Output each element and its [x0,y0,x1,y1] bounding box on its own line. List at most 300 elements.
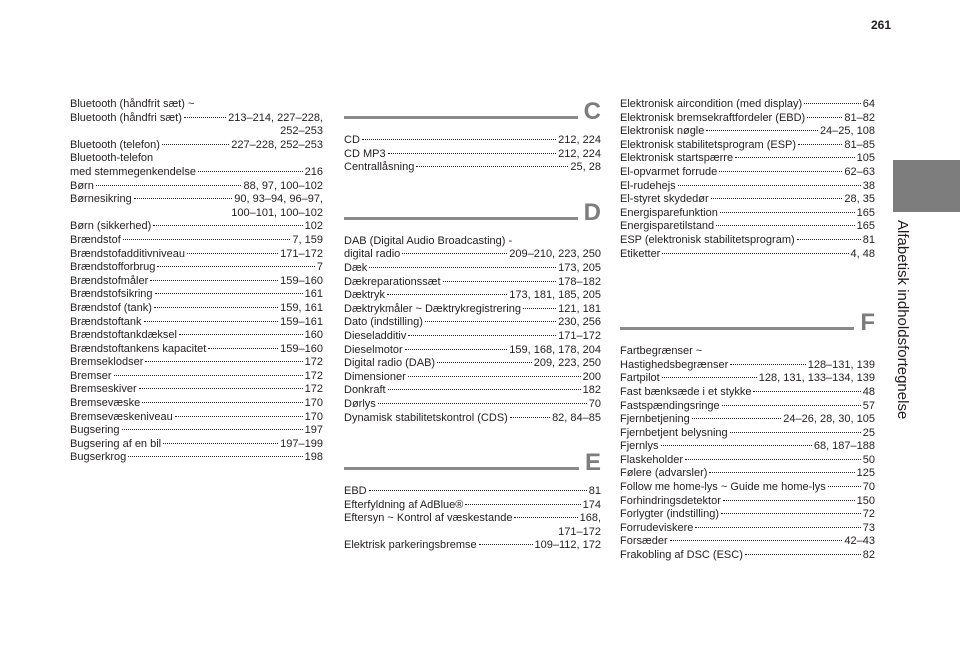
index-column-2 [344,98,601,553]
dot-leader [157,266,314,267]
entry-pages: 109–112, 172 [534,539,601,552]
entry-pages: 102 [304,220,323,233]
dot-leader [142,402,302,403]
entry-pages: 82, 84–85 [552,411,601,424]
index-entry [620,454,875,468]
entry-pages: 7 [316,261,323,274]
entry-term: Følere (advarsler) [620,467,708,480]
index-entry [344,398,601,412]
index-entry [344,485,601,499]
index-entry [70,275,323,289]
dot-leader [369,267,556,268]
index-entry [620,166,875,180]
index-entry [70,356,323,370]
entry-term: Brændstoftank [70,315,142,328]
entry-pages: 159–160 [280,274,323,287]
entry-term: Dieseladditiv [344,329,407,342]
dot-leader [510,417,550,418]
index-entry [344,303,601,317]
index-entry [70,288,323,302]
entry-term: Fast bænksæde i et stykke [620,385,752,398]
entry-pages-continued: 100–101, 100–102 [231,206,323,219]
entry-term: Børn [70,179,94,192]
dot-leader [720,212,855,213]
dot-leader [388,389,581,390]
index-entry [344,499,601,513]
entry-pages: 24–26, 28, 30, 105 [783,413,875,426]
index-entry [620,440,875,454]
entry-pages-continued: 171–172 [558,525,601,538]
index-entry [70,383,323,397]
index-entry [620,413,875,427]
index-entry [620,495,875,509]
entry-pages: 160 [304,329,323,342]
dot-leader [711,198,843,199]
entry-pages: 165 [856,220,875,233]
dot-leader [184,117,226,118]
entry-term: Elektronisk stabilitetsprogram (ESP) [620,138,797,151]
entry-term: Børn (sikkerhed) [70,220,152,233]
entry-pages: 73 [862,521,875,534]
dot-leader [437,362,532,363]
index-entry [70,411,323,425]
entry-pages: 105 [856,152,875,165]
entry-term: Dato (indstilling) [344,316,423,329]
entry-pages: 81 [862,233,875,246]
entry-term: Fjernbetjent belysning [620,426,728,439]
dot-leader [208,348,278,349]
dot-leader [723,500,855,501]
entry-pages: 209, 223, 250 [533,357,601,370]
entry-term: Hastighedsbegrænser [620,358,729,371]
entry-pages: 125 [856,467,875,480]
index-entry [344,384,601,398]
index-entry [70,248,323,262]
entry-pages: 213–214, 227–228, [228,111,323,124]
entry-term: Energisparefunktion [620,206,718,219]
dot-leader [670,540,843,541]
entry-term: Elektronisk nøgle [620,125,705,138]
index-entry [620,152,875,166]
dot-leader [716,225,854,226]
dot-leader [128,456,302,457]
index-entry [344,276,601,290]
index-entry [344,412,601,426]
dot-leader [722,405,861,406]
entry-pages: 25, 28 [570,161,601,174]
entry-pages: 42–43 [844,535,875,548]
index-entry [620,372,875,386]
chapter-title: Alfabetisk indholdsfortegnelse [894,220,911,420]
dot-leader [122,429,303,430]
section-letter: F [860,309,875,337]
dot-leader [402,253,507,254]
entry-term: med stemmegenkendelse [70,165,196,178]
entry-pages: 64 [862,98,875,110]
index-entry [344,512,601,526]
dot-leader [187,253,278,254]
entry-pages: 172 [304,356,323,369]
entry-pages: 81–82 [844,111,875,124]
dot-leader [153,225,302,226]
dot-leader [828,486,861,487]
entry-term: Elektronisk aircondition (med display) [620,98,803,110]
dot-leader [139,388,303,389]
index-column-1 [70,98,323,465]
entry-term: Frakobling af DSC (ESC) [620,549,743,562]
index-entry [70,316,323,330]
entry-term: Efterfyldning af AdBlue® [344,498,464,511]
entry-term: Dækreparationssæt [344,275,441,288]
entry-term: Centrallåsning [344,161,415,174]
entry-pages: 212, 224 [558,134,601,146]
dot-leader [523,308,556,309]
dot-leader [369,490,587,491]
entry-pages: 70 [588,397,601,410]
entry-term: Bugserkrog [70,451,127,464]
entry-pages: 159, 168, 178, 204 [509,343,601,356]
entry-pages: 38 [862,179,875,192]
entry-pages: 68, 187–188 [813,440,875,453]
dot-leader [114,375,303,376]
entry-pages: 197–199 [280,437,323,450]
dot-leader [730,364,805,365]
entry-term: Brændstof [70,233,121,246]
dot-leader [134,198,233,199]
entry-pages: 209–210, 223, 250 [509,248,601,261]
entry-pages: 182 [582,384,601,397]
dot-leader [155,293,303,294]
index-entry-text: Bluetooth (håndfrit sæt) ~ [70,98,195,110]
entry-pages: 25 [862,426,875,439]
index-entry [70,397,323,411]
section-spacer [620,261,875,285]
section-header [344,449,601,475]
index-entry [620,522,875,536]
index-entry [344,344,601,358]
index-entry [70,261,323,275]
dot-leader [709,472,854,473]
entry-term: ESP (elektronisk stabilitetsprogram) [620,233,795,246]
index-entry [620,220,875,234]
index-entry [70,234,323,248]
entry-term: Brændstoftankens kapacitet [70,342,207,355]
entry-term: Elektronisk startspærre [620,152,734,165]
entry-term: Elektrisk parkeringsbremse [344,539,477,552]
entry-term: Brændstofmåler [70,274,149,287]
entry-pages: 168, [579,512,601,525]
entry-term: Forrudeviskere [620,521,694,534]
entry-term: Brændstof (tank) [70,301,152,314]
entry-pages: 172 [304,383,323,396]
dot-leader [425,321,556,322]
entry-pages: 171–172 [558,329,601,342]
dot-leader [150,280,278,281]
dot-leader [797,239,861,240]
section-rule [344,116,578,119]
index-entry [70,166,323,180]
index-entry [620,207,875,221]
dot-leader [408,335,556,336]
entry-pages: 121, 181 [558,302,601,315]
dot-leader [443,281,557,282]
section-rule [344,467,579,470]
entry-term: Flaskeholder [620,453,683,466]
entry-term: Brændstofforbrug [70,261,156,274]
entry-pages: 178–182 [558,275,601,288]
dot-leader [695,527,860,528]
entry-term: Dimensioner [344,370,406,383]
index-entry [344,161,601,175]
section-rule [620,327,854,330]
entry-pages: 28, 35 [844,193,875,206]
entry-term: Bluetooth (håndfri sæt) [70,111,182,124]
index-entry [620,481,875,495]
entry-pages: 230, 256 [558,316,601,329]
entry-pages: 172 [304,369,323,382]
dot-leader [198,171,303,172]
entry-term: Bremseklodser [70,356,144,369]
entry-pages: 159–161 [280,315,323,328]
dot-leader [662,377,757,378]
index-entry [344,289,601,303]
section-letter: E [584,449,601,477]
dot-leader [408,376,581,377]
index-entry [620,180,875,194]
dot-leader [387,294,507,295]
dot-leader [804,103,861,104]
index-entry [620,549,875,563]
entry-pages: 173, 181, 185, 205 [509,289,601,302]
entry-term: Børnesikring [70,193,132,206]
entry-pages: 198 [304,451,323,464]
index-entry [620,139,875,153]
entry-term: digital radio [344,248,401,261]
dot-leader [405,349,508,350]
dot-leader [123,239,291,240]
entry-pages: 159–160 [280,342,323,355]
dot-leader [378,403,587,404]
dot-leader [706,130,818,131]
dot-leader [362,139,556,140]
entry-pages: 173, 205 [558,261,601,274]
index-entry [344,248,601,262]
dot-leader [162,144,229,145]
index-entry [620,386,875,400]
entry-pages: 170 [304,410,323,423]
entry-pages: 4, 48 [850,247,875,260]
section-letter: C [583,98,601,125]
entry-term: Dæktrykmåler ~ Dæktrykregistrering [344,302,521,315]
entry-term: Bremsevæske [70,397,141,410]
dot-leader [719,171,842,172]
entry-pages: 128, 131, 133–134, 139 [758,372,875,385]
entry-pages: 197 [304,424,323,437]
entry-pages: 81–85 [844,138,875,151]
entry-pages: 161 [304,288,323,301]
index-entry [620,98,875,112]
index-entry [344,262,601,276]
index-entry [620,467,875,481]
dot-leader [145,361,302,362]
entry-pages: 81 [588,485,601,498]
entry-term: Follow me home-lys ~ Guide me home-lys [620,481,826,494]
dot-leader [692,418,782,419]
section-spacer [620,285,875,309]
entry-term: Dørlys [344,397,376,410]
entry-term: Bugsering [70,424,120,437]
entry-term: Fastspændingsringe [620,399,720,412]
index-entry [620,400,875,414]
index-entry [70,180,323,194]
entry-term: Bremseskiver [70,383,137,396]
entry-pages: 171–172 [280,247,323,260]
entry-pages: 72 [862,508,875,521]
index-entry [70,424,323,438]
index-entry-text: Fartbegrænser ~ [620,345,703,358]
entry-term: El-opvarmet forrude [620,165,718,178]
entry-pages: 165 [856,206,875,219]
index-entry [344,357,601,371]
entry-term: Eftersyn ~ Kontrol af væskestande [344,512,513,525]
section-header [344,199,601,225]
entry-pages: 216 [304,165,323,178]
index-entry [620,193,875,207]
index-entry [70,139,323,153]
dot-leader [96,185,242,186]
dot-leader [661,445,812,446]
index-entry [620,125,875,139]
entry-pages: 227–228, 252–253 [231,138,323,151]
index-entry [70,193,323,207]
entry-pages: 50 [862,453,875,466]
entry-pages: 48 [862,385,875,398]
entry-pages-continued: 252–253 [280,125,323,138]
section-rule [344,217,578,220]
entry-term: Brændstoftankdæksel [70,329,177,342]
entry-term: Digital radio (DAB) [344,357,436,370]
index-entry [344,148,601,162]
entry-term: Fjernbetjening [620,413,690,426]
dot-leader [144,321,279,322]
entry-term: EBD [344,485,367,498]
index-entry [70,438,323,452]
index-entry [344,539,601,553]
index-entry [344,330,601,344]
entry-pages: 57 [862,399,875,412]
section-letter: D [583,198,601,226]
dot-leader [154,307,278,308]
dot-leader [753,391,860,392]
entry-term: CD MP3 [344,147,386,160]
dot-leader [685,459,861,460]
dot-leader [479,544,533,545]
index-entry [344,316,601,330]
index-entry [70,112,323,126]
entry-term: Bremser [70,369,112,382]
entry-term: Dynamisk stabilitetskontrol (CDS) [344,411,508,424]
entry-term: Fartpilot [620,372,660,385]
dot-leader [179,334,303,335]
entry-term: Dieselmotor [344,343,403,356]
entry-term: Forhindringsdetektor [620,494,721,507]
dot-leader [163,443,278,444]
index-entry [620,508,875,522]
entry-term: Brændstofadditivniveau [70,247,185,260]
entry-pages: 174 [582,498,601,511]
entry-pages: 82 [862,549,875,562]
section-header [344,98,601,124]
chapter-tab [893,160,960,212]
entry-pages: 200 [582,370,601,383]
dot-leader [662,253,848,254]
index-entry [620,359,875,373]
index-entry [620,234,875,248]
section-header [620,309,875,335]
entry-term: Donkraft [344,384,386,397]
index-entry-text: Bluetooth-telefon [70,152,154,165]
dot-leader [721,513,861,514]
entry-pages: 62–63 [844,165,875,178]
section-spacer [344,175,601,199]
entry-term: Fjernlys [620,440,659,453]
dot-leader [465,504,580,505]
dot-leader [416,166,568,167]
index-entry [620,248,875,262]
entry-pages: 128–131, 139 [807,358,875,371]
index-entry [70,343,323,357]
entry-pages: 24–25, 108 [819,125,875,138]
index-entry [70,451,323,465]
entry-term: Bluetooth (telefon) [70,138,160,151]
entry-term: El-styret skydedør [620,193,709,206]
entry-pages: 90, 93–94, 96–97, [234,193,323,206]
index-entry-text: DAB (Digital Audio Broadcasting) - [344,234,513,247]
index-entry [344,134,601,148]
entry-term: El-rudehejs [620,179,676,192]
index-entry [70,329,323,343]
entry-term: Forsæder [620,535,668,548]
entry-pages: 7, 159 [292,233,323,246]
dot-leader [678,185,861,186]
dot-leader [514,517,577,518]
entry-pages: 150 [856,494,875,507]
entry-term: CD [344,134,360,146]
entry-term: Bremsevæskeniveau [70,410,173,423]
index-column-3 [620,98,875,563]
index-entry [70,370,323,384]
index-entry [620,535,875,549]
entry-pages: 88, 97, 100–102 [243,179,323,192]
entry-term: Energisparetilstand [620,220,715,233]
page-number: 261 [870,18,891,32]
index-entry [620,112,875,126]
dot-leader [388,153,557,154]
section-spacer [344,425,601,449]
entry-pages: 212, 224 [558,147,601,160]
entry-pages: 70 [862,481,875,494]
entry-term: Etiketter [620,247,661,260]
entry-pages: 170 [304,397,323,410]
dot-leader [807,117,842,118]
entry-term: Dæk [344,261,368,274]
dot-leader [798,144,842,145]
entry-term: Dæktryk [344,289,385,302]
entry-pages: 159, 161 [280,301,323,314]
index-entry [620,427,875,441]
dot-leader [730,432,861,433]
entry-term: Brændstofsikring [70,288,153,301]
